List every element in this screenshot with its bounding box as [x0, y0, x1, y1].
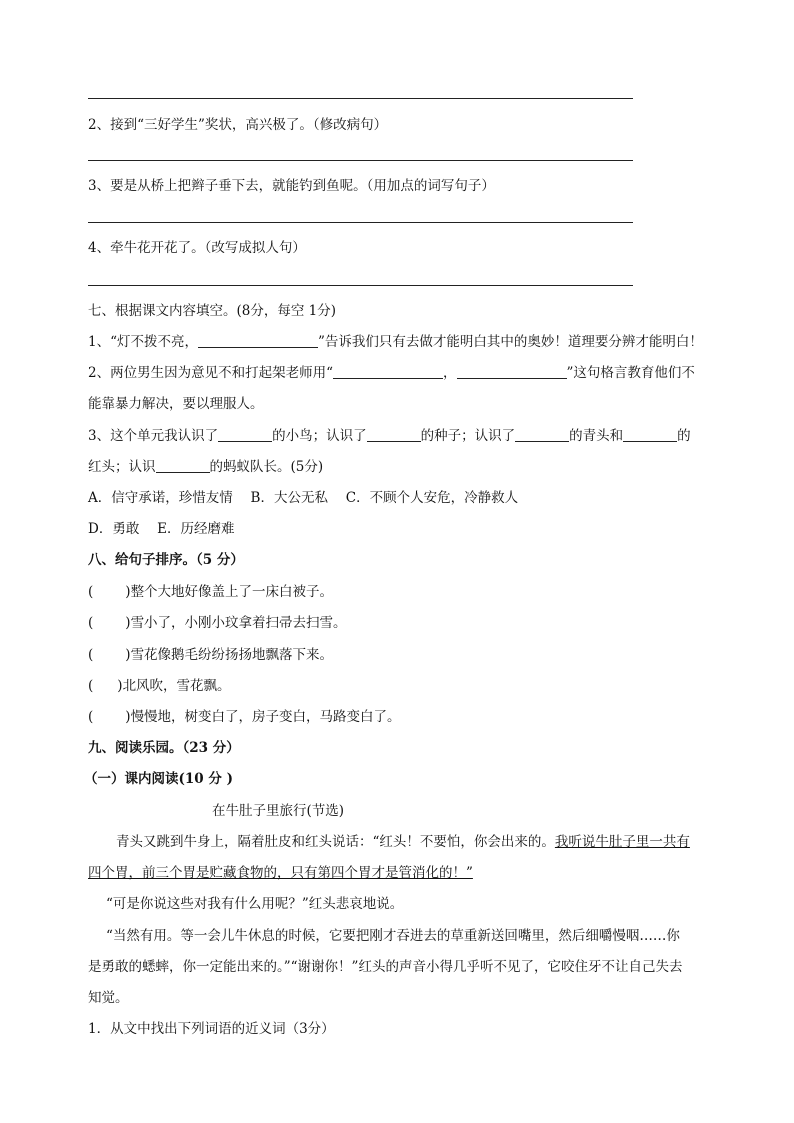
- answer-line[interactable]: [88, 160, 633, 161]
- text: 3、这个单元我认识了: [88, 428, 219, 444]
- order-text: 整个大地好像盖上了一床白被子。: [130, 584, 334, 600]
- text: ”告诉我们只有去做才能明白其中的奥妙！道理要分辨才能明白！: [318, 334, 703, 350]
- order-text: 雪小了，小刚小玟拿着扫帚去扫雪。: [130, 615, 347, 631]
- paragraph-3-cont: 知觉。: [88, 990, 129, 1006]
- section-8-title: 八、给句子排序。（5 分）: [88, 552, 244, 568]
- paren-close: ): [117, 678, 123, 694]
- paragraph-3-cont: 是勇敢的蟋蟀，你一定能出来的。”“谢谢你！”红头的声音小得几乎听不见了，它咬住牙不让自己失去: [88, 959, 683, 975]
- paragraph-1: [116, 833, 690, 851]
- text: 的青头和: [569, 428, 624, 444]
- order-text: 慢慢地，树变白了，房子变白，马路变白了。: [130, 709, 401, 725]
- section-9-title: 九、阅读乐园。（23 分）: [88, 740, 240, 756]
- question-6-2: 2、接到“三好学生”奖状，高兴极了。（修改病句）: [88, 117, 388, 133]
- fill-blank[interactable]: [623, 427, 677, 442]
- fill-blank[interactable]: [457, 364, 567, 379]
- text: 的种子；认识了: [420, 428, 516, 444]
- fill-blank[interactable]: [218, 427, 272, 442]
- options-line-1: A．信守承诺，珍惜友情 B．大公无私 C．不顾个人安危，冷静救人: [88, 490, 519, 506]
- fill-blank[interactable]: [515, 427, 569, 442]
- text: 的: [677, 428, 691, 444]
- order-item: [88, 708, 401, 726]
- question-9-1: 1．从文中找出下列词语的近义词（3分）: [88, 1021, 335, 1037]
- question-7-3: [88, 427, 691, 445]
- text: 1、“灯不拨不亮，: [88, 334, 198, 350]
- fill-blank[interactable]: [156, 458, 210, 473]
- order-text: 雪花像鹅毛纷纷扬扬地飘落下来。: [130, 647, 334, 663]
- paren-open: (: [88, 615, 94, 631]
- article-title: 在牛肚子里旅行(节选): [212, 803, 345, 819]
- options-line-2: D．勇敢 E．历经磨难: [88, 521, 235, 537]
- underlined-text: 四个胃，前三个胃是贮藏食物的，只有第四个胃才是管消化的！”: [88, 865, 473, 881]
- paren-close: ): [125, 647, 131, 663]
- section-7-title: 七、根据课文内容填空。(8分，每空 1分): [88, 303, 337, 319]
- paren-close: ): [125, 615, 131, 631]
- paren-open: (: [88, 584, 94, 600]
- order-item: [88, 614, 347, 632]
- paren-open: (: [88, 678, 94, 694]
- paren-close: ): [125, 584, 131, 600]
- answer-line[interactable]: [88, 98, 633, 99]
- paren-close: ): [125, 709, 131, 725]
- paren-open: (: [88, 709, 94, 725]
- question-7-2: [88, 364, 695, 382]
- question-7-3-cont: [88, 458, 323, 476]
- question-7-1: [88, 333, 703, 351]
- text: 的蚂蚁队长。(5分): [209, 459, 324, 475]
- paragraph-2: “可是你说这些对我有什么用呢？”红头悲哀地说。: [106, 896, 404, 912]
- fill-blank[interactable]: [333, 364, 443, 379]
- paragraph-3: “当然有用。等一会儿牛休息的时候，它要把刚才吞进去的草重新送回嘴里，然后细嚼慢咽……你: [106, 928, 680, 944]
- answer-line[interactable]: [88, 222, 633, 223]
- underlined-text: 我听说牛肚子里一共有: [554, 834, 690, 850]
- order-item: [88, 677, 231, 695]
- question-7-2-cont: 能靠暴力解决，要以理服人。: [88, 396, 264, 412]
- text: ”这句格言教育他们不: [566, 365, 695, 381]
- question-6-4: 4、牵牛花开花了。（改写成拟人句）: [88, 240, 306, 256]
- paren-open: (: [88, 647, 94, 663]
- question-6-3: 3、要是从桥上把辫子垂下去，就能钓到鱼呢。（用加点的词写句子）: [88, 178, 495, 194]
- text: 青头又跳到牛身上，隔着肚皮和红头说话：“红头！不要怕，你会出来的。: [116, 834, 555, 850]
- text: ，: [443, 365, 457, 381]
- fill-blank[interactable]: [198, 333, 318, 348]
- answer-line[interactable]: [88, 285, 633, 286]
- order-text: 北风吹，雪花飘。: [122, 678, 231, 694]
- text: 2、两位男生因为意见不和打起架老师用“: [88, 365, 333, 381]
- text: 的小鸟；认识了: [272, 428, 367, 444]
- fill-blank[interactable]: [367, 427, 421, 442]
- order-item: [88, 583, 333, 601]
- order-item: [88, 646, 333, 664]
- subsection-title: （一）课内阅读(10 分 ): [84, 771, 233, 787]
- text: 红头；认识: [88, 459, 156, 475]
